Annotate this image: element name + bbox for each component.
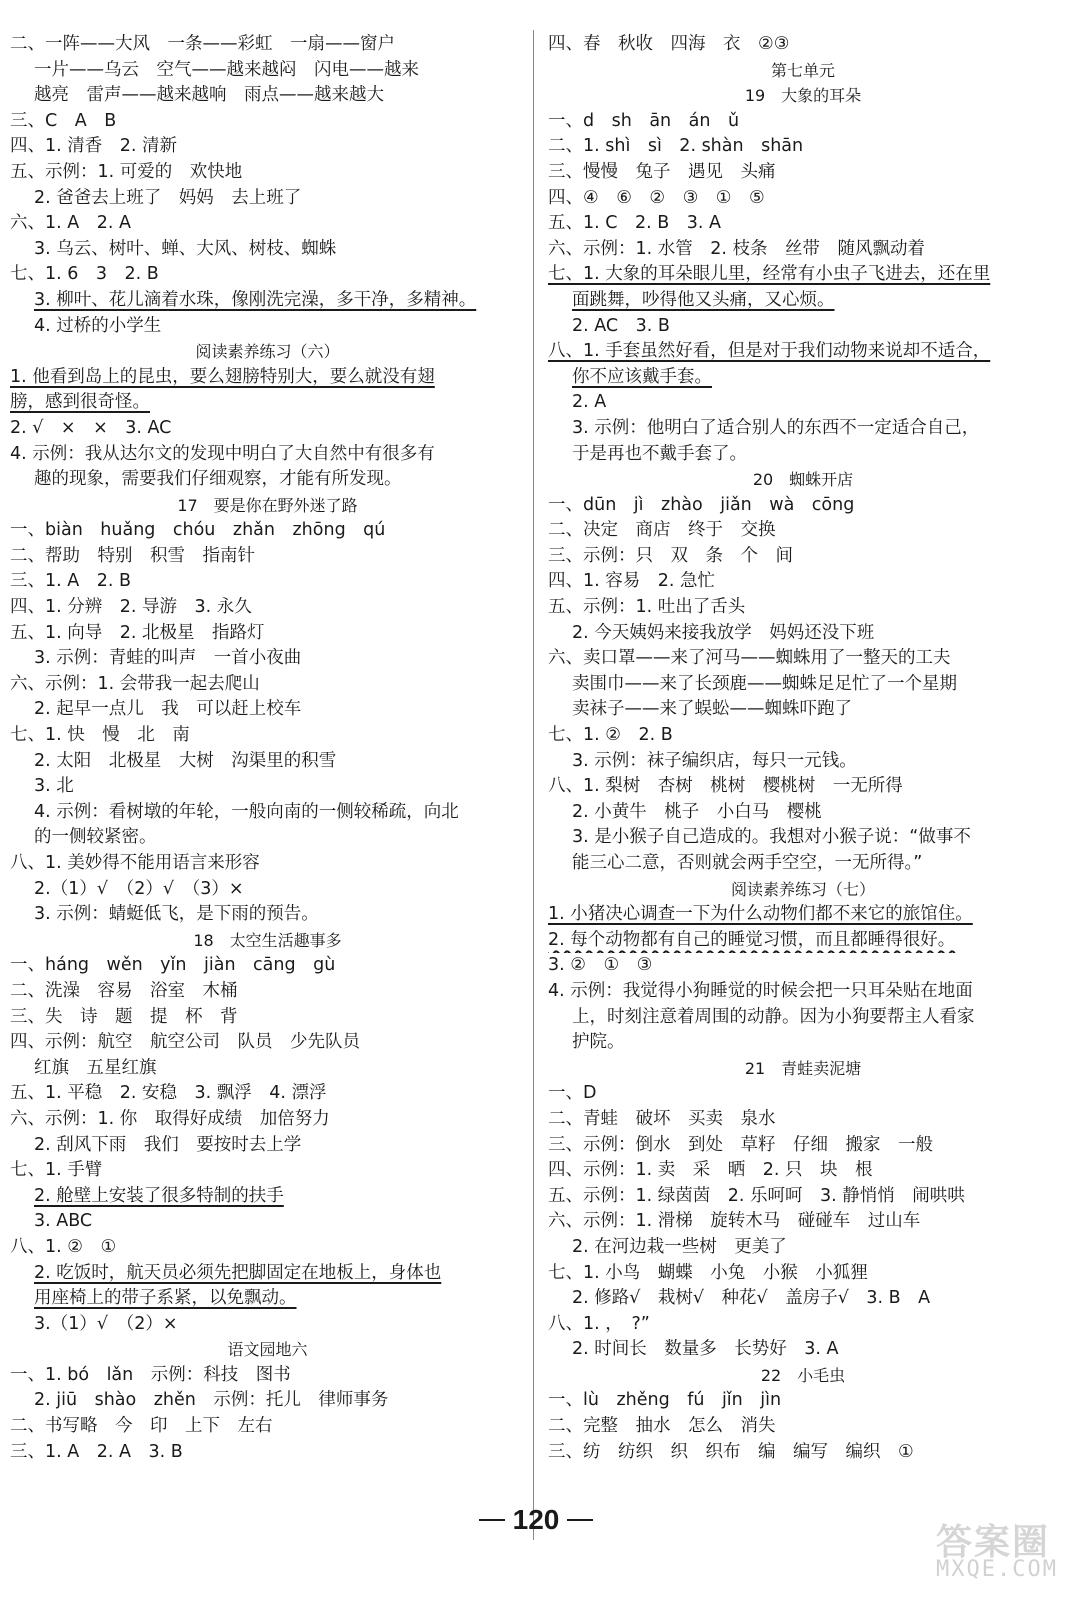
section-heading-text: 17 要是你在野外迷了路	[177, 495, 358, 515]
answer-line	[548, 390, 1058, 416]
answer-text: 五、1. 向导 2. 北极星 指路灯	[10, 622, 265, 643]
answer-text: 2. 小黄牛 桃子 小白马 樱桃	[572, 801, 822, 822]
answer-text: 四、1. 容易 2. 急忙	[548, 571, 716, 592]
answer-text: 2.（1）√ （2）√ （3）×	[34, 878, 244, 899]
column-divider	[533, 30, 534, 1540]
watermark-logo	[888, 1514, 1058, 1582]
answer-line	[10, 83, 525, 109]
answer-text: 四、春 秋收 四海 衣 ②③	[548, 34, 790, 54]
answer-line	[10, 1030, 525, 1056]
section-heading-text: 18 太空生活趣事多	[193, 930, 342, 950]
answer-line	[10, 58, 525, 84]
answer-text: 五、示例：1. 可爱的 欢快地	[10, 161, 243, 182]
answer-line	[548, 1184, 1058, 1210]
answer-text: 2. 在河边栽一些树 更美了	[572, 1236, 787, 1257]
answer-line	[548, 697, 1058, 723]
answer-text: 3. 乌云、树叶、蝉、大风、树枝、蜘蛛	[34, 238, 337, 259]
answer-line	[10, 569, 525, 595]
answer-text: 二、帮助 特别 积雪 指南针	[10, 545, 255, 566]
answer-text: 4. 示例：我从达尔文的发现中明白了大自然中有很多有	[10, 443, 435, 464]
answer-line	[548, 1337, 1058, 1363]
answer-text: 卖袜子——来了蜈蚣——蜘蛛吓跑了	[572, 699, 852, 720]
answer-text: 四、示例：1. 卖 采 晒 2. 只 块 根	[548, 1160, 873, 1181]
answer-line	[10, 1363, 525, 1389]
answer-line	[548, 749, 1058, 775]
answer-text: 3. ② ① ③	[548, 955, 653, 976]
answer-text: 上，时刻注意着周围的动静。因为小狗要帮主人看家	[572, 1006, 975, 1027]
answer-text: 三、示例：只 双 条 个 间	[548, 545, 793, 566]
left-column	[10, 32, 525, 1465]
answer-text: 2. jiū shào zhěn 示例：托儿 律师事务	[34, 1390, 389, 1411]
answer-text: 一、dūn jì zhào jiǎn wà cōng	[548, 494, 855, 515]
answer-line	[548, 1235, 1058, 1261]
answer-line	[10, 1261, 525, 1287]
section-heading	[548, 83, 1058, 109]
answer-line	[10, 1209, 525, 1235]
answer-line	[548, 1312, 1058, 1338]
answer-line	[548, 1158, 1058, 1184]
answer-text: 2. AC 3. B	[572, 315, 670, 336]
answer-text: 三、纺 纺织 织 织布 编 编写 编织 ①	[548, 1441, 914, 1462]
answer-line	[10, 902, 525, 928]
answer-text: 八、1. ， ?”	[548, 1313, 650, 1334]
answer-text: 八、1. 手套虽然好看，但是对于我们动物来说却不适合，	[548, 341, 991, 362]
answer-line	[10, 697, 525, 723]
answer-text: 3.（1）√ （2）×	[34, 1313, 178, 1334]
section-heading	[548, 1056, 1058, 1082]
section-heading	[10, 928, 525, 954]
answer-line	[548, 442, 1058, 468]
section-heading	[548, 467, 1058, 493]
answer-line	[548, 288, 1058, 314]
answer-line	[548, 1286, 1058, 1312]
answer-text: 3. 柳叶、花儿滴着水珠，像刚洗完澡，多干净，多精神。	[34, 289, 477, 310]
answer-text: 2. 太阳 北极星 大树 沟渠里的积雪	[34, 750, 337, 771]
answer-line	[548, 1414, 1058, 1440]
answer-text: 五、示例：1. 绿茵茵 2. 乐呵呵 3. 静悄悄 闹哄哄	[548, 1185, 965, 1206]
answer-line	[10, 621, 525, 647]
section-heading-text: 第七单元	[770, 60, 835, 80]
answer-text: 七、1. 6 3 2. B	[10, 264, 159, 285]
answer-text: 七、1. ② 2. B	[548, 725, 673, 746]
answer-text: 4. 过桥的小学生	[34, 315, 162, 336]
answer-text: 一、lù zhěng fú jǐn jìn	[548, 1390, 782, 1411]
answer-line	[548, 1107, 1058, 1133]
answer-line	[10, 211, 525, 237]
answer-line	[10, 646, 525, 672]
answer-line	[10, 109, 525, 135]
answer-text: 3. 示例：蜻蜓低飞，是下雨的预告。	[34, 904, 319, 925]
answer-text: 2. 吃饭时，航天员必须先把脚固定在地板上，身体也	[34, 1262, 442, 1283]
right-column	[548, 32, 1058, 1465]
answer-text: 3. 是小猴子自己造成的。我想对小猴子说：“做事不	[572, 827, 971, 848]
answer-text: 七、1. 快 慢 北 南	[10, 725, 190, 746]
answer-line	[10, 1440, 525, 1466]
answer-line	[548, 32, 1058, 58]
answer-text: 六、卖口罩——来了河马——蜘蛛用了一整天的工夫	[548, 648, 951, 669]
answer-text: 2. 今天姨妈来接我放学 妈妈还没下班	[572, 622, 875, 643]
answer-text: 一、d sh ān án ǔ	[548, 110, 740, 131]
answer-text: 六、1. A 2. A	[10, 213, 131, 234]
answer-text: 面跳舞，吵得他又头痛，又心烦。	[572, 289, 835, 310]
answer-line	[548, 800, 1058, 826]
answer-line	[548, 365, 1058, 391]
answer-line	[10, 237, 525, 263]
answer-text: 二、一阵——大风 一条——彩虹 一扇——窗户	[10, 34, 395, 54]
answer-text: 2. A	[572, 392, 607, 413]
answer-text: 三、1. A 2. A 3. B	[10, 1441, 183, 1462]
answer-line	[548, 595, 1058, 621]
answer-line	[548, 186, 1058, 212]
answer-text: 八、1. 美妙得不能用语言来形容	[10, 853, 260, 873]
answer-line	[548, 518, 1058, 544]
answer-line	[548, 979, 1058, 1005]
answer-line	[548, 109, 1058, 135]
answer-text: 2. 起早一点儿 我 可以赶上校车	[34, 699, 302, 720]
answer-text: 一片——乌云 空气——越来越闷 闪电——越来	[34, 59, 419, 80]
answer-text: 你不应该戴手套。	[572, 366, 712, 387]
answer-text: 二、洗澡 容易 浴室 木桶	[10, 980, 238, 1001]
answer-line	[10, 1081, 525, 1107]
answer-text: 2. 舱壁上安装了很多特制的扶手	[34, 1185, 284, 1206]
answer-text: 于是再也不戴手套了。	[572, 443, 747, 464]
answer-line	[548, 569, 1058, 595]
answer-text: 三、示例：倒水 到处 草籽 仔细 搬家 一般	[548, 1134, 933, 1155]
answer-text: 3. 示例：他明白了适合别人的东西不一定适合自己，	[572, 417, 980, 438]
footer-dash-left	[479, 1519, 505, 1521]
section-heading-text: 20 蜘蛛开店	[752, 470, 854, 490]
answer-line	[10, 749, 525, 775]
answer-text: 用座椅上的带子系紧，以免飘动。	[34, 1288, 297, 1309]
answer-text: 五、1. C 2. B 3. A	[548, 213, 721, 234]
answer-line	[548, 1030, 1058, 1056]
answer-line	[10, 800, 525, 826]
answer-text: 六、示例：1. 滑梯 旋转木马 碰碰车 过山车	[548, 1211, 921, 1232]
answer-text: 四、示例：航空 航空公司 队员 少先队员	[10, 1032, 360, 1053]
answer-line	[10, 32, 525, 58]
answer-line	[548, 825, 1058, 851]
answer-line	[10, 314, 525, 340]
answer-text: 2. 刮风下雨 我们 要按时去上学	[34, 1134, 302, 1155]
answer-text: 三、1. A 2. B	[10, 571, 131, 592]
answer-text: 五、1. 平稳 2. 安稳 3. 飘浮 4. 漂浮	[10, 1083, 327, 1104]
answer-text: 2. 时间长 数量多 长势好 3. A	[572, 1339, 839, 1360]
answer-text: 二、书写略 今 印 上下 左右	[10, 1416, 273, 1437]
answer-text: 四、1. 清香 2. 清新	[10, 136, 178, 157]
answer-text: 六、示例：1. 会带我一起去爬山	[10, 673, 260, 694]
answer-text: 2. √ × × 3. AC	[10, 417, 172, 438]
answer-line	[10, 1056, 525, 1082]
answer-text: 四、④ ⑥ ② ③ ① ⑤	[548, 187, 765, 208]
answer-line	[10, 160, 525, 186]
answer-text: 四、1. 分辨 2. 导游 3. 永久	[10, 597, 252, 618]
answer-line	[548, 1440, 1058, 1466]
answer-line	[10, 1133, 525, 1159]
answer-line	[10, 1107, 525, 1133]
answer-line	[548, 672, 1058, 698]
answer-line	[548, 723, 1058, 749]
answer-line	[10, 723, 525, 749]
answer-text: 卖围巾——来了长颈鹿——蜘蛛足足忙了一个星期	[572, 673, 957, 694]
answer-line	[548, 646, 1058, 672]
answer-line	[548, 237, 1058, 263]
answer-text: 六、示例：1. 你 取得好成绩 加倍努力	[10, 1108, 330, 1129]
footer-dash-right	[567, 1519, 593, 1521]
answer-text: 3. 示例：青蛙的叫声 一首小夜曲	[34, 648, 302, 669]
answer-line	[10, 186, 525, 212]
answer-line	[548, 902, 1058, 928]
answer-line	[548, 493, 1058, 519]
answer-line	[548, 160, 1058, 186]
answer-line	[548, 953, 1058, 979]
answer-line	[10, 1235, 525, 1261]
answer-text: 八、1. ② ①	[10, 1236, 117, 1257]
answer-text: 能三心二意，否则就会两手空空，一无所得。”	[572, 853, 923, 873]
answer-text: 二、1. shì sì 2. shàn shān	[548, 136, 804, 157]
answer-text: 趣的现象，需要我们仔细观察，才能有所发现。	[34, 469, 402, 490]
section-heading	[548, 1363, 1058, 1389]
answer-line	[10, 1312, 525, 1338]
section-heading-text: 阅读素养练习（六）	[195, 342, 340, 362]
page-number: 120	[512, 1504, 560, 1535]
answer-text: 护院。	[572, 1032, 625, 1053]
answer-line	[10, 979, 525, 1005]
answer-text: 1. 他看到岛上的昆虫，要么翅膀特别大，要么就没有翅	[10, 366, 435, 387]
section-heading	[548, 877, 1058, 903]
section-heading-text: 21 青蛙卖泥塘	[744, 1058, 862, 1078]
answer-line	[548, 211, 1058, 237]
answer-line	[10, 467, 525, 493]
answer-text: 三、慢慢 兔子 遇见 头痛	[548, 161, 776, 182]
answer-line	[548, 134, 1058, 160]
answer-text: 七、1. 小鸟 蝴蝶 小兔 小猴 小狐狸	[548, 1262, 868, 1283]
answer-line	[10, 544, 525, 570]
answer-line	[548, 621, 1058, 647]
answer-text: 2. 修路√ 栽树√ 种花√ 盖房子√ 3. B A	[572, 1288, 931, 1309]
answer-text: 二、完整 抽水 怎么 消失	[548, 1416, 776, 1437]
answer-line	[10, 672, 525, 698]
answer-line	[10, 1286, 525, 1312]
answer-line	[548, 774, 1058, 800]
answer-line	[10, 1388, 525, 1414]
answer-line	[10, 1005, 525, 1031]
answer-line	[548, 262, 1058, 288]
answer-text: 七、1. 手臂	[10, 1160, 103, 1181]
answer-line	[10, 1158, 525, 1184]
answer-line	[10, 595, 525, 621]
answer-line	[548, 314, 1058, 340]
answer-line	[548, 544, 1058, 570]
answer-line	[548, 1388, 1058, 1414]
answer-line	[548, 1081, 1058, 1107]
section-heading-text: 语文园地六	[227, 1340, 308, 1360]
answer-line	[10, 442, 525, 468]
answer-line	[548, 928, 1058, 954]
answer-line	[10, 851, 525, 877]
answer-text: 三、失 诗 题 提 杯 背	[10, 1006, 238, 1027]
answer-line	[548, 339, 1058, 365]
answer-text: 红旗 五星红旗	[34, 1057, 157, 1078]
answer-text: 4. 示例：我觉得小狗睡觉的时候会把一只耳朵贴在地面	[548, 980, 973, 1001]
answer-text: 越亮 雷声——越来越响 雨点——越来越大	[34, 85, 384, 106]
answer-line	[548, 416, 1058, 442]
answer-line	[10, 262, 525, 288]
answer-line	[10, 518, 525, 544]
answer-line	[548, 1261, 1058, 1287]
answer-line	[10, 390, 525, 416]
answer-text: 三、C A B	[10, 110, 117, 131]
answer-line	[10, 365, 525, 391]
answer-text: 八、1. 梨树 杏树 桃树 樱桃树 一无所得	[548, 776, 903, 797]
answer-text: 3. 示例：袜子编织店，每只一元钱。	[572, 750, 857, 771]
answer-line	[10, 1414, 525, 1440]
answer-text: 1. 小猪决心调查一下为什么动物们都不来它的旅馆住。	[548, 904, 973, 925]
answer-text: 二、决定 商店 终于 交换	[548, 520, 776, 541]
answer-text: 2. 爸爸去上班了 妈妈 去上班了	[34, 187, 302, 208]
answer-text: 五、示例：1. 吐出了舌头	[548, 597, 746, 618]
answer-text: 六、示例：1. 水管 2. 枝条 丝带 随风飘动着	[548, 238, 926, 259]
answer-text: 4. 示例：看树墩的年轮，一般向南的一侧较稀疏，向北	[34, 801, 459, 822]
answer-text: 一、háng wěn yǐn jiàn cāng gù	[10, 955, 336, 976]
section-heading-text: 阅读素养练习（七）	[730, 879, 875, 899]
answer-line	[548, 1005, 1058, 1031]
section-heading-text: 19 大象的耳朵	[744, 86, 862, 106]
answer-text: 2. 每个动物都有自己的睡觉习惯，而且都睡得很好。	[548, 929, 956, 950]
section-heading	[548, 58, 1058, 84]
answer-line	[548, 1209, 1058, 1235]
answer-text: 3. 北	[34, 776, 74, 797]
answer-text: 一、D	[548, 1083, 597, 1104]
section-heading	[10, 339, 525, 365]
answer-text: 3. ABC	[34, 1211, 93, 1232]
section-heading	[10, 493, 525, 519]
answer-text: 一、1. bó lǎn 示例：科技 图书	[10, 1364, 291, 1385]
answer-text: 七、1. 大象的耳朵眼儿里，经常有小虫子飞进去，还在里	[548, 264, 991, 285]
answer-line	[548, 851, 1058, 877]
answer-line	[10, 134, 525, 160]
section-heading-text: 22 小毛虫	[760, 1365, 846, 1385]
answer-text: 的一侧较紧密。	[34, 827, 157, 848]
answer-line	[10, 825, 525, 851]
answer-line	[10, 877, 525, 903]
answer-line	[10, 953, 525, 979]
answer-text: 膀，感到很奇怪。	[10, 392, 150, 413]
answer-line	[10, 1184, 525, 1210]
watermark-logo-text: 答案圈	[935, 1522, 1050, 1563]
answer-text: 一、biàn huǎng chóu zhǎn zhōng qú	[10, 520, 386, 541]
answer-line	[10, 774, 525, 800]
watermark-site: MXQE.COM	[936, 1557, 1058, 1582]
answer-line	[10, 416, 525, 442]
answer-text: 二、青蛙 破坏 买卖 泉水	[548, 1108, 776, 1129]
answer-line	[10, 288, 525, 314]
section-heading	[10, 1337, 525, 1363]
answer-line	[548, 1133, 1058, 1159]
